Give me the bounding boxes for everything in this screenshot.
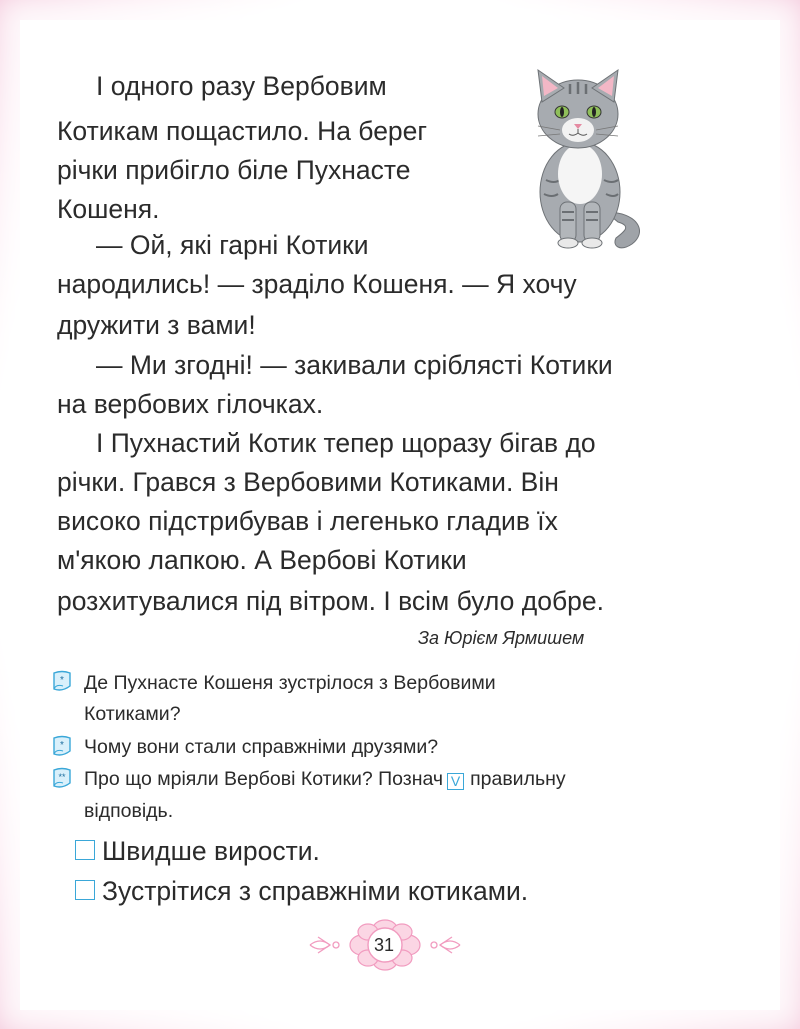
answer-option: Зустрітися з справжніми котиками. bbox=[102, 876, 529, 906]
question-3-text-before: Про що мріяли Вербові Котики? Познач bbox=[84, 768, 444, 790]
kitten-illustration bbox=[520, 62, 652, 252]
story-line: м'якою лапкою. А Вербові Котики bbox=[57, 545, 467, 575]
question-marker-icon bbox=[51, 735, 73, 757]
question-3-text-cont: відповідь. bbox=[84, 800, 174, 822]
svg-text:*: * bbox=[60, 675, 64, 686]
question-2-text: Чому вони стали справжніми друзями? bbox=[84, 736, 439, 758]
question-3-text-after: правильну bbox=[470, 768, 566, 790]
story-line: — Ми згодні! — закивали сріблясті Котики bbox=[96, 350, 613, 380]
story-line: річки. Грався з Вербовими Котиками. Він bbox=[57, 467, 559, 497]
story-line: І Пухнастий Котик тепер щоразу бігав до bbox=[96, 428, 596, 458]
page-number: 31 bbox=[373, 935, 395, 955]
story-line: Котикам пощастило. На берег bbox=[57, 116, 428, 146]
story-line: розхитувалися під вітром. І всім було добре. bbox=[57, 586, 604, 616]
story-line: народились! — зраділо Кошеня. — Я хочу bbox=[57, 269, 577, 299]
question-1-text-cont: Котиками? bbox=[84, 703, 181, 725]
story-line: річки прибігло біле Пухнасте bbox=[57, 155, 411, 185]
svg-text:**: ** bbox=[58, 772, 66, 782]
question-marker-double-icon bbox=[51, 767, 73, 789]
answer-option: Швидше вирости. bbox=[102, 836, 320, 866]
check-mark-icon: V bbox=[447, 773, 464, 790]
answer-checkbox[interactable] bbox=[75, 840, 95, 860]
story-attribution: За Юрієм Ярмишем bbox=[418, 628, 585, 648]
svg-text:*: * bbox=[60, 740, 64, 751]
story-line: — Ой, які гарні Котики bbox=[96, 230, 369, 260]
story-line: високо підстрибував і легенько гладив їх bbox=[57, 506, 558, 536]
answer-checkbox[interactable] bbox=[75, 880, 95, 900]
page-number-ornament bbox=[300, 915, 470, 975]
question-1-text: Де Пухнасте Кошеня зустрілося з Вербовими bbox=[84, 672, 496, 694]
question-marker-icon bbox=[51, 670, 73, 692]
story-line: на вербових гілочках. bbox=[57, 389, 324, 419]
story-line: дружити з вами! bbox=[57, 310, 256, 340]
story-line: Кошеня. bbox=[57, 194, 160, 224]
story-line: І одного разу Вербовим bbox=[96, 71, 387, 101]
question-3-text bbox=[84, 770, 566, 790]
